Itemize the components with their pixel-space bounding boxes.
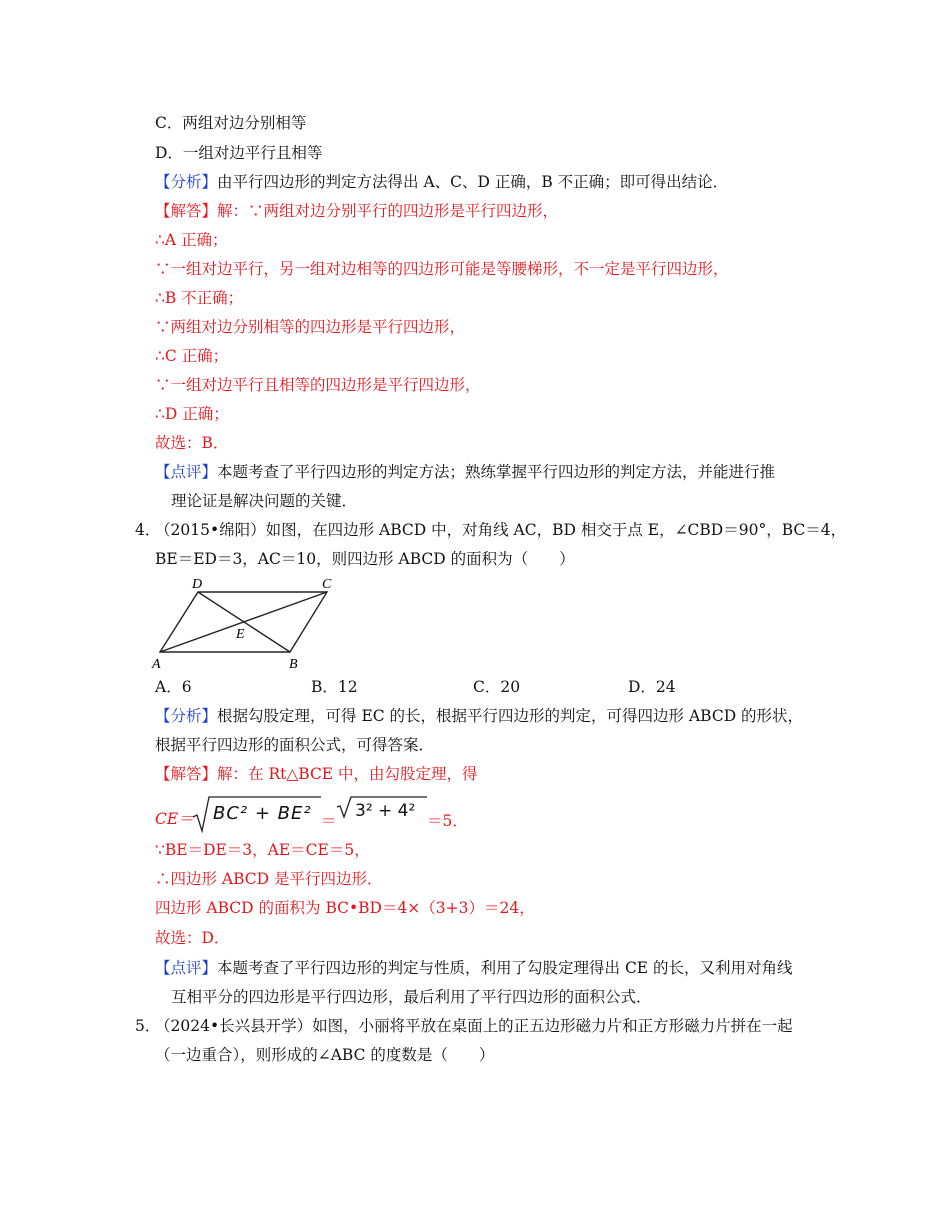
q4-option-d: D．24: [628, 678, 676, 696]
radicand-1: BC² + BE²: [213, 803, 312, 824]
q4-answer-line-2: ∵BE＝DE＝3，AE＝CE＝5，: [155, 841, 370, 859]
q4-option-a: A．6: [155, 678, 192, 696]
label-d: D: [192, 577, 203, 592]
answer-text: 解：∵两组对边分别平行的四边形是平行四边形，: [217, 202, 559, 220]
q4-answer-line1: [155, 764, 478, 784]
analysis-text: 根据勾股定理，可得 EC 的长，根据平行四边形的判定，可得四边形 ABCD 的形状，: [217, 707, 804, 725]
q3-option-d: D．一组对边平行且相等: [155, 144, 323, 162]
comment-tag: 【点评】: [155, 463, 218, 481]
q3-answer-line-3: ∴B 不正确；: [155, 289, 244, 307]
q4-answer-line-5: 故选：D．: [155, 929, 230, 947]
q3-option-c: C．两组对边分别相等: [155, 114, 307, 132]
answer-tag: 【解答】: [155, 765, 218, 783]
q5-number: 5．: [135, 1017, 161, 1035]
q3-analysis: [155, 172, 728, 192]
q5-stem-line2: （一边重合），则形成的∠ABC 的度数是（ ）: [155, 1046, 495, 1064]
diagonal-bd: [198, 592, 290, 652]
q3-answer-line-2: ∵一组对边平行，另一组对边相等的四边形可能是等腰梯形，不一定是平行四边形，: [155, 260, 729, 278]
q4-answer-line-4: 四边形 ABCD 的面积为 BC•BD＝4×（3+3）＝24，: [155, 899, 535, 917]
label-e: E: [236, 627, 245, 642]
parallelogram-figure: [150, 572, 350, 672]
comment-text: 本题考查了平行四边形的判定方法；熟练掌握平行四边形的判定方法，并能进行推: [217, 463, 776, 481]
q3-comment-line2: 理论证是解决问题的关键．: [171, 492, 358, 510]
q4-comment-line2: 互相平分的四边形是平行四边形，最后利用了平行四边形的面积公式．: [171, 988, 652, 1006]
analysis-text: 由平行四边形的判定方法得出 A、C、D 正确，B 不正确；即可得出结论．: [217, 173, 729, 191]
formula-result: ＝5．: [427, 812, 468, 830]
q4-analysis-line2: 根据平行四边形的面积公式，可得答案．: [155, 736, 435, 754]
q4-analysis: [155, 706, 803, 726]
q3-comment: [155, 462, 775, 482]
q3-answer-line-7: ∴D 正确；: [155, 405, 229, 423]
formula-prefix: CE＝: [155, 810, 194, 828]
comment-tag: 【点评】: [155, 959, 218, 977]
label-b: B: [289, 657, 298, 672]
q4-option-b: B．12: [311, 678, 358, 696]
answer-tag: 【解答】: [155, 202, 218, 220]
q4-formula: [155, 795, 485, 839]
q4-comment: [155, 958, 793, 978]
formula-eq: ＝: [321, 812, 337, 830]
q3-answer-line-1: ∴A 正确；: [155, 231, 228, 249]
radicand-2: 3² + 4²: [355, 801, 416, 821]
label-c: C: [322, 577, 332, 592]
q4-answer-line-3: ∴四边形 ABCD 是平行四边形．: [155, 870, 383, 888]
analysis-tag: 【分析】: [155, 707, 218, 725]
q3-answer-line-5: ∴C 正确；: [155, 347, 229, 365]
q4-stem-line1: （2015•绵阳）如图，在四边形 ABCD 中，对角线 AC，BD 相交于点 E，∠CBD＝90°，BC＝4，: [155, 521, 847, 539]
answer-text: 解：在 Rt△BCE 中，由勾股定理，得: [217, 765, 478, 783]
comment-text: 本题考查了平行四边形的判定与性质，利用了勾股定理得出 CE 的长，又利用对角线: [217, 959, 793, 977]
analysis-tag: 【分析】: [155, 173, 218, 191]
q5-stem-line1: （2024•长兴县开学）如图，小丽将平放在桌面上的正五边形磁力片和正方形磁力片拼在一起: [155, 1017, 793, 1035]
q3-answer-line-8: 故选：B．: [155, 434, 229, 452]
q3-answer-line-0: [155, 201, 558, 221]
q4-option-c: C．20: [473, 678, 521, 696]
label-a: A: [152, 657, 161, 672]
q4-stem-line2: BE＝ED＝3，AC＝10，则四边形 ABCD 的面积为（ ）: [155, 550, 575, 568]
q3-answer-line-6: ∵一组对边平行且相等的四边形是平行四边形，: [155, 376, 481, 394]
q3-answer-line-4: ∵两组对边分别相等的四边形是平行四边形，: [155, 318, 466, 336]
q4-number: 4．: [135, 521, 161, 539]
